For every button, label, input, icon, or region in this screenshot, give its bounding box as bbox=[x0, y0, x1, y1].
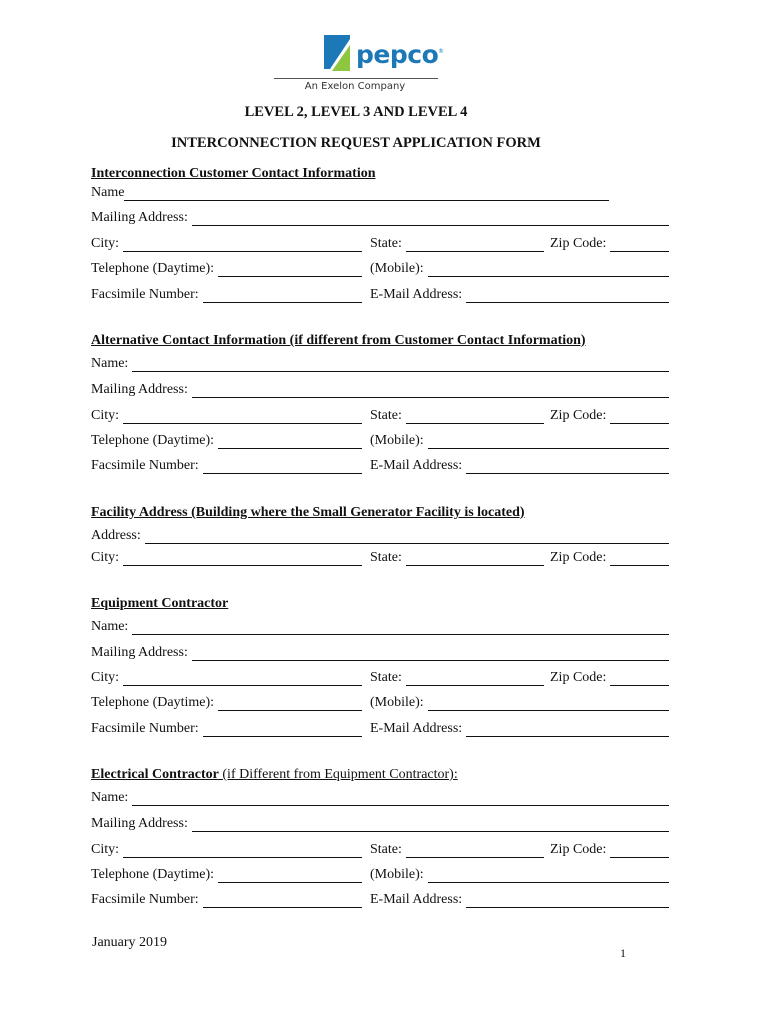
form-title-line2: INTERCONNECTION REQUEST APPLICATION FORM bbox=[171, 135, 541, 151]
equipment-mobile-field[interactable]: (Mobile): bbox=[370, 693, 669, 711]
facility-city-row bbox=[91, 548, 669, 566]
electrical-state-field[interactable]: State: bbox=[370, 840, 544, 858]
electrical-city-row bbox=[91, 840, 669, 858]
pepco-mark-icon bbox=[324, 35, 350, 71]
electrical-fax-field[interactable]: Facsimile Number: bbox=[91, 890, 362, 908]
customer-fax-field[interactable]: Facsimile Number: bbox=[91, 285, 362, 303]
equipment-email-field[interactable]: E-Mail Address: bbox=[370, 719, 669, 737]
equipment-fax-field[interactable]: Facsimile Number: bbox=[91, 719, 362, 737]
equipment-state-field[interactable]: State: bbox=[370, 668, 544, 686]
electrical-mailing-row bbox=[91, 814, 669, 832]
customer-city-field[interactable]: City: bbox=[91, 234, 362, 252]
alternative-phone-row bbox=[91, 431, 669, 449]
alternative-email-field[interactable]: E-Mail Address: bbox=[370, 456, 669, 474]
alternative-mailing-row bbox=[91, 380, 669, 398]
customer-email-field[interactable]: E-Mail Address: bbox=[370, 285, 669, 303]
equipment-fax-row bbox=[91, 719, 669, 737]
customer-phone-row bbox=[91, 259, 669, 277]
alternative-name-field[interactable]: Name: bbox=[91, 354, 669, 372]
alternative-state-field[interactable]: State: bbox=[370, 406, 544, 424]
pepco-logo bbox=[272, 30, 442, 98]
customer-name-row bbox=[91, 183, 669, 201]
equipment-city-field[interactable]: City: bbox=[91, 668, 362, 686]
section-electrical-contractor bbox=[91, 767, 458, 783]
equipment-name-field[interactable]: Name: bbox=[91, 617, 669, 635]
alternative-zip-field[interactable]: Zip Code: bbox=[550, 406, 669, 424]
alternative-mobile-field[interactable]: (Mobile): bbox=[370, 431, 669, 449]
alternative-fax-row bbox=[91, 456, 669, 474]
alternative-name-row bbox=[91, 354, 669, 372]
customer-mailing-row bbox=[91, 208, 669, 226]
footer-date: January 2019 bbox=[92, 935, 168, 950]
customer-fax-row bbox=[91, 285, 669, 303]
electrical-zip-field[interactable]: Zip Code: bbox=[550, 840, 669, 858]
section-alternative-contact: Alternative Contact Information (if different from Customer Contact Information) bbox=[91, 333, 586, 348]
equipment-telephone-field[interactable]: Telephone (Daytime): bbox=[91, 693, 362, 711]
section-equipment-contractor: Equipment Contractor bbox=[91, 596, 229, 611]
facility-state-field[interactable]: State: bbox=[370, 548, 544, 566]
customer-state-field[interactable]: State: bbox=[370, 234, 544, 252]
electrical-mailing-field[interactable]: Mailing Address: bbox=[91, 814, 669, 832]
customer-city-row bbox=[91, 234, 669, 252]
logo-registered: ® bbox=[438, 48, 444, 55]
customer-mobile-field[interactable]: (Mobile): bbox=[370, 259, 669, 277]
equipment-city-row bbox=[91, 668, 669, 686]
electrical-city-field[interactable]: City: bbox=[91, 840, 362, 858]
customer-zip-field[interactable]: Zip Code: bbox=[550, 234, 669, 252]
logo-divider bbox=[274, 78, 438, 79]
electrical-fax-row bbox=[91, 890, 669, 908]
equipment-mailing-row bbox=[91, 643, 669, 661]
equipment-zip-field[interactable]: Zip Code: bbox=[550, 668, 669, 686]
alternative-mailing-field[interactable]: Mailing Address: bbox=[91, 380, 669, 398]
electrical-name-row bbox=[91, 788, 669, 806]
section-facility-address: Facility Address (Building where the Small Generator Facility is located) bbox=[91, 505, 525, 520]
equipment-name-row bbox=[91, 617, 669, 635]
equipment-phone-row bbox=[91, 693, 669, 711]
facility-city-field[interactable]: City: bbox=[91, 548, 362, 566]
customer-mailing-field[interactable]: Mailing Address: bbox=[91, 208, 669, 226]
electrical-name-field[interactable]: Name: bbox=[91, 788, 669, 806]
electrical-telephone-field[interactable]: Telephone (Daytime): bbox=[91, 865, 362, 883]
customer-name-field[interactable]: Name bbox=[91, 183, 609, 201]
facility-address-row bbox=[91, 526, 669, 544]
facility-address-field[interactable]: Address: bbox=[91, 526, 669, 544]
alternative-telephone-field[interactable]: Telephone (Daytime): bbox=[91, 431, 362, 449]
logo-tagline: An Exelon Company bbox=[304, 81, 406, 92]
alternative-city-row bbox=[91, 406, 669, 424]
electrical-mobile-field[interactable]: (Mobile): bbox=[370, 865, 669, 883]
equipment-mailing-field[interactable]: Mailing Address: bbox=[91, 643, 669, 661]
section-customer-contact: Interconnection Customer Contact Information bbox=[91, 166, 376, 181]
facility-zip-field[interactable]: Zip Code: bbox=[550, 548, 669, 566]
form-title-line1: LEVEL 2, LEVEL 3 AND LEVEL 4 bbox=[244, 104, 468, 120]
electrical-note: (if Different from Equipment Contractor): bbox=[218, 767, 458, 782]
page-number: 1 bbox=[620, 946, 626, 960]
electrical-phone-row bbox=[91, 865, 669, 883]
electrical-heading: Electrical Contractor bbox=[91, 767, 219, 782]
alternative-city-field[interactable]: City: bbox=[91, 406, 362, 424]
alternative-fax-field[interactable]: Facsimile Number: bbox=[91, 456, 362, 474]
electrical-email-field[interactable]: E-Mail Address: bbox=[370, 890, 669, 908]
logo-wordmark: pepco bbox=[356, 40, 439, 69]
customer-telephone-field[interactable]: Telephone (Daytime): bbox=[91, 259, 362, 277]
